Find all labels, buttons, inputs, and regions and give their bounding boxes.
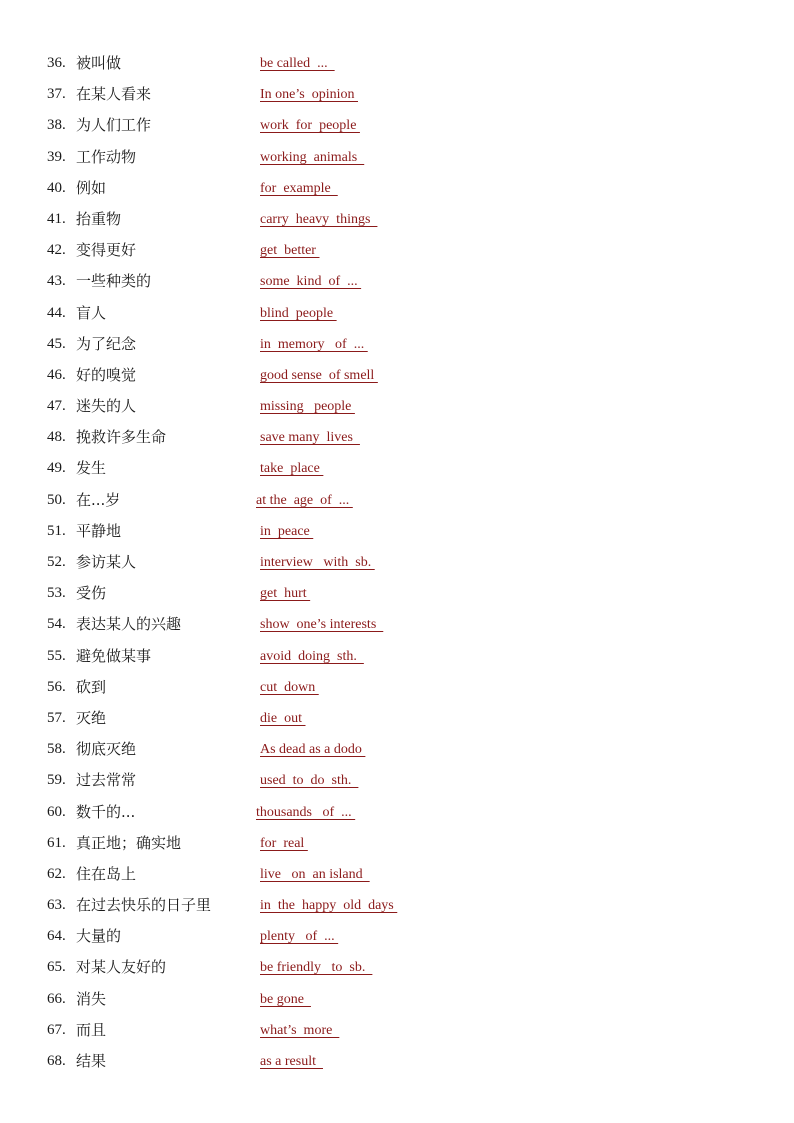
chinese-term: 消失 — [76, 989, 107, 1008]
english-answer: at the age of ... — [256, 492, 353, 508]
english-answer: in memory of ... — [260, 336, 368, 352]
chinese-term: 在过去快乐的日子里 — [76, 896, 212, 915]
english-answer: take place — [260, 461, 324, 477]
chinese-term: 过去常常 — [76, 771, 137, 790]
chinese-term: 迷失的人 — [76, 397, 137, 416]
vocab-row — [0, 609, 794, 640]
vocab-row — [0, 48, 794, 79]
english-answer: cut down — [260, 679, 319, 695]
english-answer: blind people — [260, 305, 337, 321]
vocab-row — [0, 485, 794, 516]
english-answer: working animals — [260, 149, 365, 165]
chinese-term: 参访某人 — [76, 553, 137, 571]
english-answer: good sense of smell — [260, 367, 378, 383]
chinese-term: 结果 — [76, 1052, 107, 1070]
vocabulary-list — [0, 48, 794, 1077]
vocab-row — [0, 391, 794, 422]
vocab-row — [0, 797, 794, 828]
vocab-row — [0, 734, 794, 765]
item-number: 55. — [47, 647, 66, 664]
vocab-row — [0, 921, 794, 952]
vocab-row — [0, 1046, 794, 1077]
item-number: 56. — [47, 678, 66, 695]
chinese-term: 为了纪念 — [76, 334, 137, 353]
item-number: 42. — [47, 242, 66, 259]
vocab-row — [0, 516, 794, 547]
english-answer: thousands of ... — [256, 804, 356, 820]
english-answer: be gone — [260, 991, 311, 1007]
chinese-term: 砍到 — [76, 677, 107, 696]
item-number: 41. — [47, 210, 66, 227]
chinese-term: 受伤 — [76, 584, 107, 603]
chinese-term: 灭绝 — [76, 708, 107, 727]
chinese-term: 工作动物 — [76, 147, 137, 166]
english-answer: get better — [260, 243, 320, 259]
item-number: 45. — [47, 335, 66, 352]
item-number: 44. — [47, 304, 66, 321]
english-answer: plenty of ... — [260, 929, 339, 945]
item-number: 49. — [47, 460, 66, 477]
english-answer: for real — [260, 835, 308, 851]
item-number: 38. — [47, 117, 66, 134]
vocab-row — [0, 360, 794, 391]
item-number: 63. — [47, 897, 66, 914]
vocab-row — [0, 266, 794, 297]
english-answer: missing people — [260, 399, 355, 415]
chinese-term: 变得更好 — [76, 241, 137, 260]
vocab-row — [0, 298, 794, 329]
vocab-row — [0, 453, 794, 484]
english-answer: save many lives — [260, 430, 360, 446]
item-number: 40. — [47, 179, 66, 196]
item-number: 48. — [47, 429, 66, 446]
chinese-term: 避免做某事 — [76, 646, 152, 665]
english-answer: work for people — [260, 118, 360, 134]
item-number: 37. — [47, 86, 66, 103]
english-answer: be called ... — [260, 56, 335, 71]
english-answer: be friendly to sb. — [260, 960, 373, 976]
item-number: 52. — [47, 554, 66, 570]
item-number: 68. — [47, 1053, 66, 1069]
item-number: 66. — [47, 990, 66, 1007]
english-answer: avoid doing sth. — [260, 648, 364, 664]
vocab-row — [0, 142, 794, 173]
chinese-term: 为人们工作 — [76, 116, 152, 135]
vocab-row — [0, 1015, 794, 1046]
vocab-row — [0, 890, 794, 921]
chinese-term: 好的嗅觉 — [76, 365, 137, 384]
english-answer: what’s more — [260, 1022, 340, 1038]
vocab-row — [0, 110, 794, 141]
english-answer: interview with sb. — [260, 555, 375, 570]
english-answer: live on an island — [260, 866, 370, 882]
chinese-term: 数千的... — [76, 802, 136, 821]
english-answer: carry heavy things — [260, 211, 378, 227]
item-number: 51. — [47, 522, 66, 539]
chinese-term: 发生 — [76, 459, 107, 478]
english-answer: used to do sth. — [260, 773, 359, 789]
vocab-row — [0, 422, 794, 453]
english-answer: some kind of ... — [260, 274, 362, 290]
chinese-term: 在...岁 — [76, 490, 121, 509]
item-number: 54. — [47, 616, 66, 633]
english-answer: die out — [260, 710, 306, 726]
item-number: 47. — [47, 398, 66, 415]
vocab-row — [0, 547, 794, 578]
english-answer: get hurt — [260, 586, 311, 602]
item-number: 58. — [47, 741, 66, 758]
chinese-term: 盲人 — [76, 303, 107, 322]
vocab-row — [0, 952, 794, 983]
vocab-row — [0, 235, 794, 266]
item-number: 62. — [47, 865, 66, 882]
item-number: 36. — [47, 55, 66, 71]
vocab-row — [0, 204, 794, 235]
english-answer: show one’s interests — [260, 617, 384, 633]
chinese-term: 例如 — [76, 178, 107, 197]
chinese-term: 一些种类的 — [76, 272, 152, 291]
chinese-term: 住在岛上 — [76, 864, 137, 883]
vocab-row — [0, 173, 794, 204]
item-number: 50. — [47, 491, 66, 508]
english-answer: as a result — [260, 1054, 323, 1069]
vocab-row — [0, 765, 794, 796]
item-number: 59. — [47, 772, 66, 789]
vocab-row — [0, 672, 794, 703]
chinese-term: 在某人看来 — [76, 85, 152, 104]
english-answer: in the happy old days — [260, 898, 398, 914]
item-number: 39. — [47, 148, 66, 165]
item-number: 67. — [47, 1021, 66, 1038]
english-answer: for example — [260, 180, 338, 196]
vocab-row — [0, 859, 794, 890]
english-answer: in peace — [260, 523, 314, 539]
item-number: 65. — [47, 959, 66, 976]
item-number: 57. — [47, 709, 66, 726]
chinese-term: 平静地 — [76, 521, 122, 540]
item-number: 61. — [47, 834, 66, 851]
chinese-term: 表达某人的兴趣 — [76, 615, 182, 634]
vocab-row — [0, 984, 794, 1015]
item-number: 46. — [47, 366, 66, 383]
item-number: 64. — [47, 928, 66, 945]
vocab-row — [0, 578, 794, 609]
vocab-row — [0, 641, 794, 672]
chinese-term: 被叫做 — [76, 54, 122, 72]
english-answer: In one’s opinion — [260, 87, 358, 103]
vocab-row — [0, 329, 794, 360]
vocab-row — [0, 79, 794, 110]
chinese-term: 抬重物 — [76, 209, 122, 228]
chinese-term: 对某人友好的 — [76, 958, 167, 977]
chinese-term: 而且 — [76, 1020, 107, 1039]
english-answer: As dead as a dodo — [260, 742, 366, 758]
chinese-term: 挽救许多生命 — [76, 428, 167, 447]
chinese-term: 彻底灭绝 — [76, 740, 137, 759]
item-number: 53. — [47, 585, 66, 602]
vocab-row — [0, 703, 794, 734]
chinese-term: 真正地；确实地 — [76, 833, 182, 852]
chinese-term: 大量的 — [76, 927, 122, 946]
item-number: 60. — [47, 803, 66, 820]
vocab-row — [0, 828, 794, 859]
item-number: 43. — [47, 273, 66, 290]
